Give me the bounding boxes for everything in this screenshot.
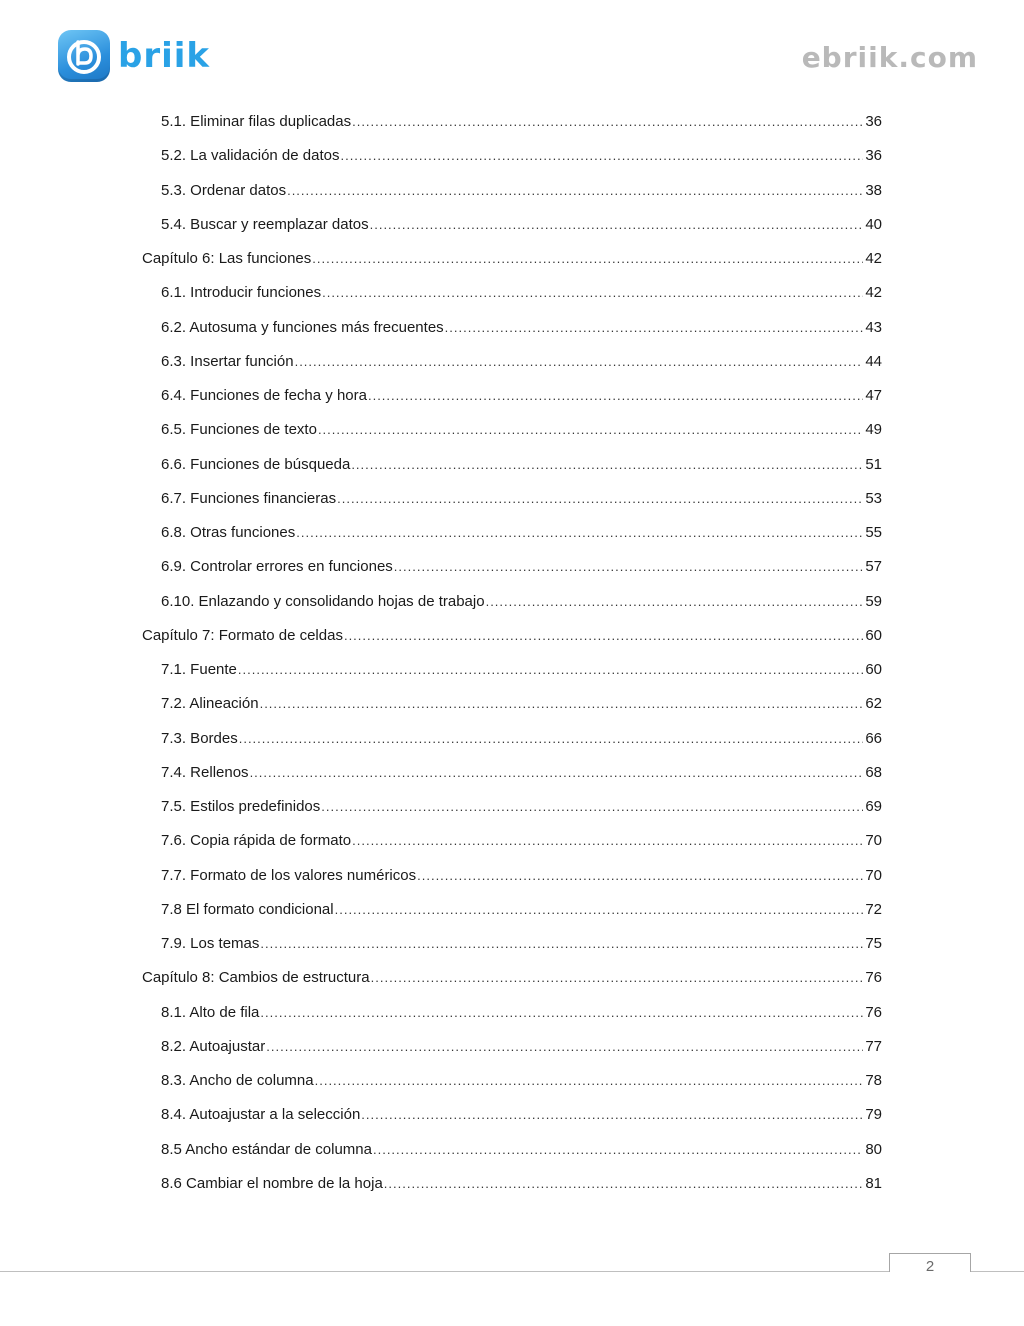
toc-page-number: 36: [865, 147, 882, 165]
toc-dot-leader: [260, 934, 863, 954]
footer-rule: [0, 1271, 1024, 1272]
toc-page-number: 40: [865, 215, 882, 233]
toc-dot-leader: [260, 694, 864, 714]
toc-entry-title: 6.2. Autosuma y funciones más frecuentes: [161, 318, 444, 336]
toc-entry-title: 8.2. Autoajustar: [161, 1037, 266, 1055]
toc-entry-title: Capítulo 7: Formato de celdas: [142, 626, 343, 644]
toc-page-number: 44: [865, 352, 882, 370]
toc-page-number: 80: [865, 1140, 882, 1158]
toc-page-number: 75: [865, 935, 882, 952]
toc-section-entry[interactable]: [161, 146, 882, 166]
toc-page-number: 43: [865, 318, 882, 336]
toc-dot-leader: [445, 318, 864, 338]
toc-section-entry[interactable]: [161, 215, 882, 235]
toc-entry-title: 7.1. Fuente: [161, 661, 237, 678]
toc-entry-title: 7.5. Estilos predefinidos: [161, 798, 321, 815]
toc-page-number: 70: [865, 866, 882, 884]
toc-dot-leader: [486, 592, 864, 612]
toc-dot-leader: [315, 1071, 864, 1091]
toc-page-number: 78: [865, 1072, 882, 1089]
toc-page-number: 59: [865, 592, 882, 610]
toc-page-number: 70: [865, 832, 882, 850]
logo-text: briik: [118, 36, 211, 76]
toc-section-entry[interactable]: [161, 1003, 882, 1023]
toc-section-entry[interactable]: [161, 729, 882, 749]
toc-entry-title: 5.1. Eliminar filas duplicadas: [161, 113, 352, 130]
toc-page-number: 76: [865, 1003, 882, 1021]
toc-section-entry[interactable]: [161, 112, 882, 132]
toc-entry-title: 6.1. Introducir funciones: [161, 284, 322, 302]
toc-dot-leader: [238, 660, 863, 680]
toc-dot-leader: [373, 1140, 863, 1160]
toc-dot-leader: [368, 386, 863, 406]
toc-page-number: 36: [865, 113, 882, 130]
toc-section-entry[interactable]: [161, 900, 882, 920]
toc-dot-leader: [312, 249, 863, 269]
toc-page-number: 42: [865, 250, 882, 267]
toc-dot-leader: [239, 729, 864, 749]
toc-section-entry[interactable]: [161, 592, 882, 612]
toc-page-number: 68: [865, 763, 882, 781]
page-header: [0, 0, 1024, 100]
toc-entry-title: 7.2. Alineación: [161, 695, 259, 713]
toc-section-entry[interactable]: [161, 386, 882, 406]
toc-page-number: 38: [865, 181, 882, 199]
toc-section-entry[interactable]: [161, 318, 882, 338]
toc-dot-leader: [352, 112, 863, 132]
toc-page-number: 60: [865, 661, 882, 678]
toc-entry-title: 8.6 Cambiar el nombre de la hoja: [161, 1174, 383, 1192]
briik-logo-icon: [58, 30, 110, 82]
toc-dot-leader: [322, 283, 863, 303]
toc-dot-leader: [352, 831, 863, 851]
toc-page-number: 42: [865, 284, 882, 302]
toc-dot-leader: [384, 1174, 864, 1194]
toc-page-number: 81: [865, 1174, 882, 1192]
toc-page-number: 57: [865, 558, 882, 576]
toc-entry-title: 6.3. Insertar función: [161, 352, 294, 370]
toc-entry-title: 6.8. Otras funciones: [161, 524, 296, 541]
toc-dot-leader: [287, 181, 863, 201]
toc-chapter-entry[interactable]: [142, 249, 882, 269]
toc-entry-title: 5.3. Ordenar datos: [161, 181, 287, 199]
toc-entry-title: 6.7. Funciones financieras: [161, 489, 337, 507]
toc-entry-title: 7.6. Copia rápida de formato: [161, 832, 352, 850]
toc-entry-title: 8.5 Ancho estándar de columna: [161, 1140, 372, 1158]
toc-dot-leader: [260, 1003, 863, 1023]
toc-section-entry[interactable]: [161, 1105, 882, 1125]
toc-entry-title: 6.5. Funciones de texto: [161, 421, 317, 439]
toc-section-entry[interactable]: [161, 557, 882, 577]
toc-page-number: 62: [865, 695, 882, 713]
toc-entry-title: 7.9. Los temas: [161, 935, 260, 952]
toc-dot-leader: [337, 489, 863, 509]
toc-entry-title: 7.8 El formato condicional: [161, 900, 334, 918]
toc-entry-title: 5.4. Buscar y reemplazar datos: [161, 215, 369, 233]
toc-dot-leader: [321, 797, 863, 817]
toc-section-entry[interactable]: [161, 352, 882, 372]
toc-page-number: 60: [865, 626, 882, 644]
toc-dot-leader: [351, 455, 863, 475]
toc-dot-leader: [361, 1105, 863, 1125]
toc-page-number: 79: [865, 1106, 882, 1124]
toc-entry-title: 6.6. Funciones de búsqueda: [161, 455, 351, 473]
toc-section-entry[interactable]: [161, 489, 882, 509]
toc-page-number: 55: [865, 524, 882, 541]
toc-entry-title: 5.2. La validación de datos: [161, 147, 340, 165]
toc-section-entry[interactable]: [161, 283, 882, 303]
toc-dot-leader: [266, 1037, 863, 1057]
toc-entry-title: Capítulo 8: Cambios de estructura: [142, 969, 370, 987]
toc-section-entry[interactable]: [161, 1037, 882, 1057]
toc-page-number: 72: [865, 900, 882, 918]
toc-dot-leader: [318, 420, 863, 440]
toc-dot-leader: [344, 626, 863, 646]
toc-section-entry[interactable]: [161, 523, 882, 543]
toc-section-entry[interactable]: [161, 694, 882, 714]
toc-section-entry[interactable]: [161, 831, 882, 851]
toc-dot-leader: [296, 523, 863, 543]
toc-page-number: 49: [865, 421, 882, 439]
toc-entry-title: 7.3. Bordes: [161, 729, 238, 747]
toc-section-entry[interactable]: [161, 420, 882, 440]
toc-chapter-entry[interactable]: [142, 968, 882, 988]
toc-section-entry[interactable]: [161, 660, 882, 680]
toc-page-number: 76: [865, 969, 882, 987]
page-number: 2: [925, 1258, 935, 1275]
toc-entry-title: 6.9. Controlar errores en funciones: [161, 558, 393, 576]
toc-section-entry[interactable]: [161, 797, 882, 817]
toc-page-number: 77: [865, 1037, 882, 1055]
toc-section-entry[interactable]: [161, 455, 882, 475]
toc-section-entry[interactable]: [161, 1140, 882, 1160]
toc-section-entry[interactable]: [161, 181, 882, 201]
toc-dot-leader: [340, 146, 863, 166]
toc-dot-leader: [250, 763, 864, 783]
toc-entry-title: 7.4. Rellenos: [161, 763, 249, 781]
toc-page-number: 66: [865, 729, 882, 747]
toc-section-entry[interactable]: [161, 934, 882, 954]
toc-section-entry[interactable]: [161, 1174, 882, 1194]
toc-dot-leader: [335, 900, 864, 920]
toc-section-entry[interactable]: [161, 866, 882, 886]
toc-entry-title: 8.1. Alto de fila: [161, 1003, 260, 1021]
toc-dot-leader: [370, 215, 864, 235]
toc-section-entry[interactable]: [161, 1071, 882, 1091]
toc-dot-leader: [295, 352, 864, 372]
toc-entry-title: 7.7. Formato de los valores numéricos: [161, 866, 417, 884]
toc-dot-leader: [371, 968, 864, 988]
toc-entry-title: 8.3. Ancho de columna: [161, 1072, 314, 1089]
toc-entry-title: 6.10. Enlazando y consolidando hojas de trabajo: [161, 592, 485, 610]
toc-chapter-entry[interactable]: [142, 626, 882, 646]
toc-page-number: 69: [865, 798, 882, 815]
toc-section-entry[interactable]: [161, 763, 882, 783]
toc-entry-title: Capítulo 6: Las funciones: [142, 250, 312, 267]
toc-entry-title: 6.4. Funciones de fecha y hora: [161, 387, 367, 404]
toc-dot-leader: [417, 866, 863, 886]
toc-entry-title: 8.4. Autoajustar a la selección: [161, 1106, 361, 1124]
toc-page-number: 53: [865, 489, 882, 507]
toc-dot-leader: [394, 557, 864, 577]
toc-page-number: 51: [865, 455, 882, 473]
toc-page-number: 47: [865, 387, 882, 404]
site-name: ebriik.com: [801, 41, 978, 74]
